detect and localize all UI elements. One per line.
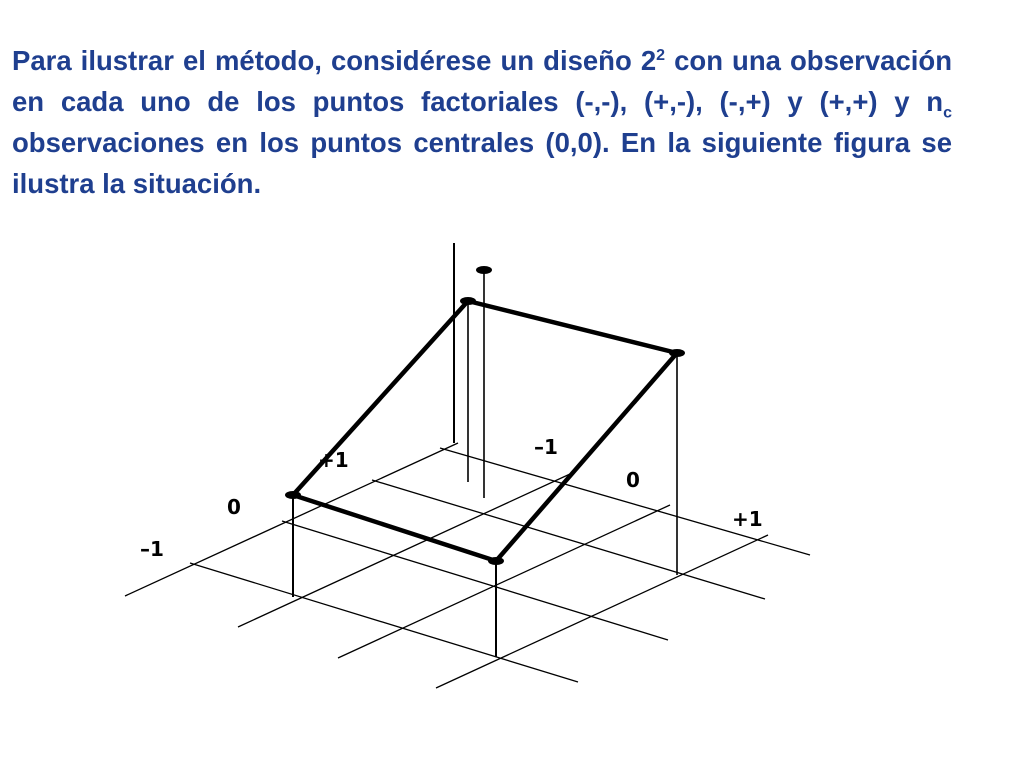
exponent: 2 [656, 46, 666, 64]
x2-minus-label: –1 [534, 435, 558, 459]
x2-plus-label: +1 [732, 507, 763, 531]
grid-line [125, 443, 458, 596]
text-part-3: observaciones en los puntos centrales (0,0). En la siguiente figura se ilustra la situación. [12, 127, 952, 199]
axis-labels [140, 435, 763, 561]
subscript: c [943, 104, 952, 122]
x1-zero-label: 0 [227, 495, 241, 519]
point-plus-minus [488, 557, 504, 565]
response-plane [293, 301, 677, 561]
grid-line [440, 448, 810, 555]
text-part-2: con una observación en cada uno de los puntos factoriales (-,-), (+,-), (-,+) y (+,+) y n [12, 45, 952, 117]
point-minus-minus [285, 491, 301, 499]
x2-zero-label: 0 [626, 468, 640, 492]
x1-minus-label: –1 [140, 537, 164, 561]
point-minus-plus [460, 297, 476, 305]
x1-plus-label: +1 [318, 448, 349, 472]
point-plus-plus [669, 349, 685, 357]
center-point [476, 266, 492, 274]
text-part-1: Para ilustrar el método, considérese un diseño 2 [12, 45, 657, 76]
